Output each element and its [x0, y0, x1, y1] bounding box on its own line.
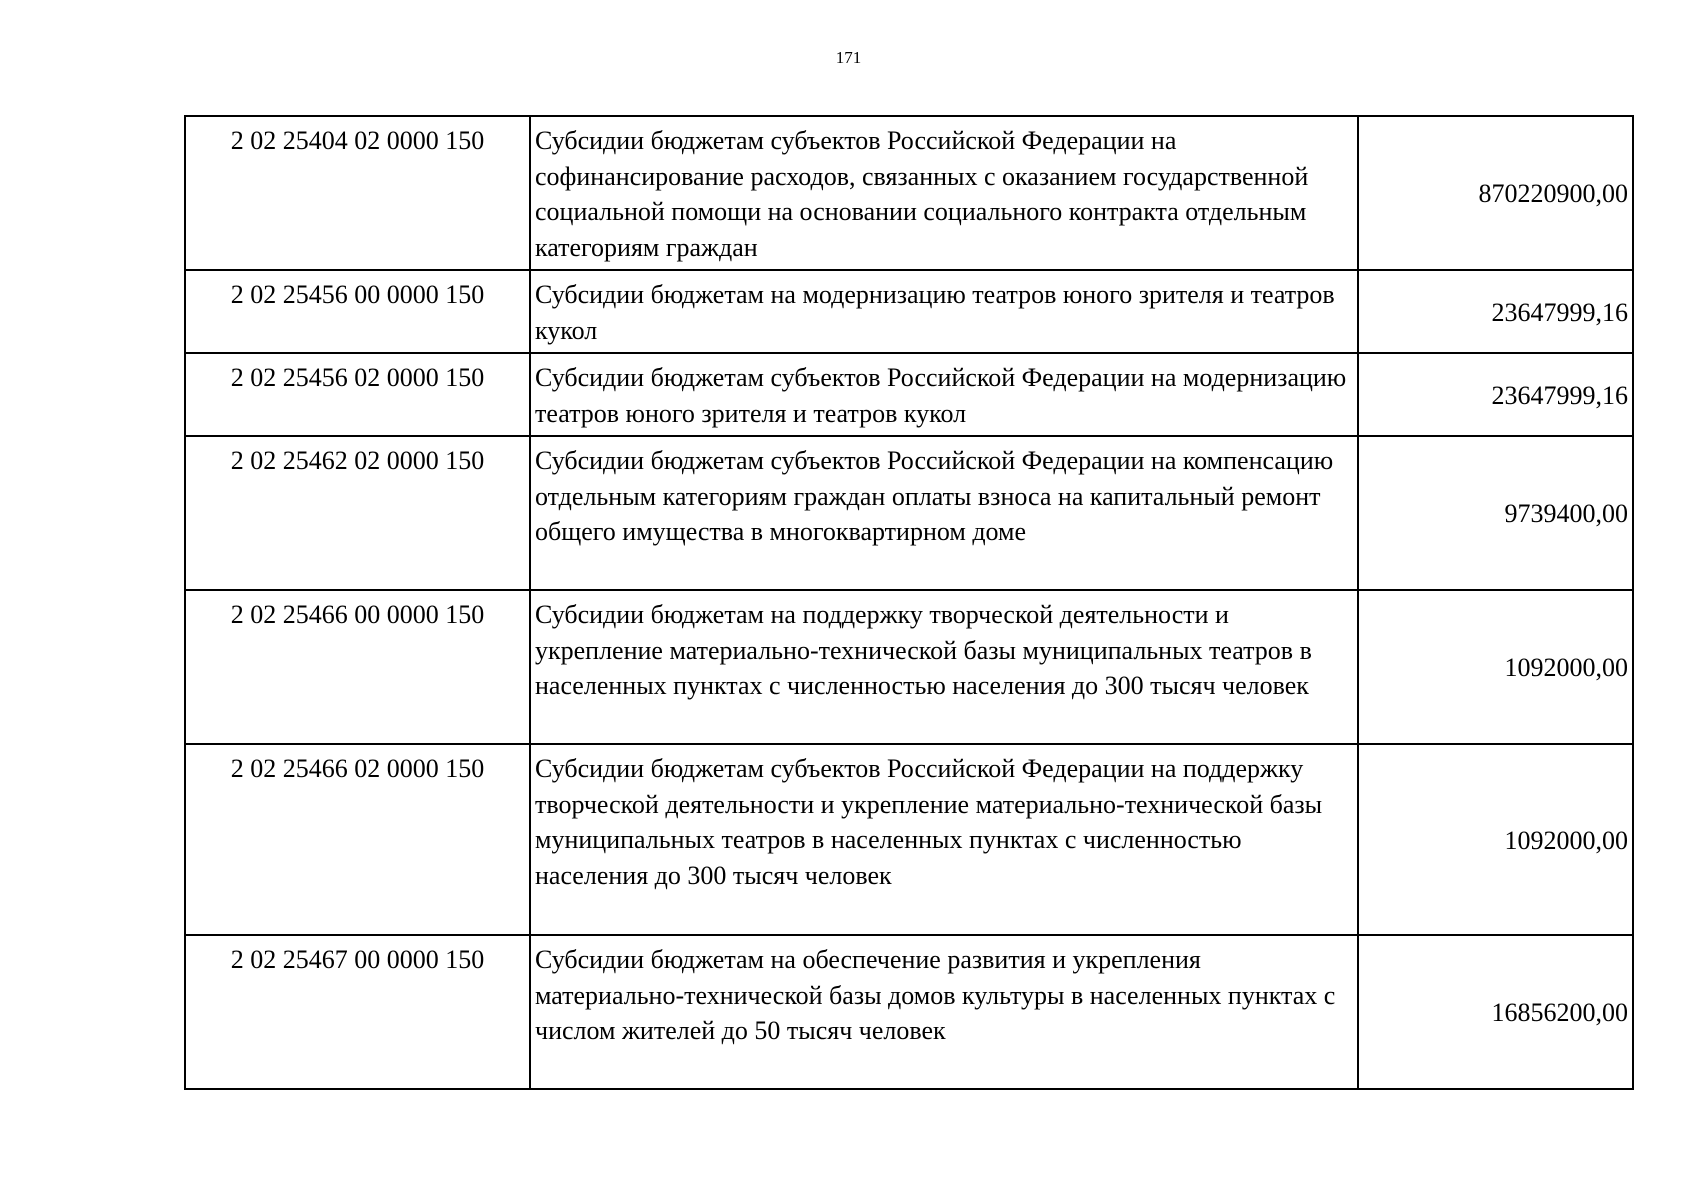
- table-row: [185, 270, 1633, 353]
- table-row: [185, 590, 1633, 744]
- revenue-name: Субсидии бюджетам субъектов Российской Федерации на поддержку творческой деятельности и укрепление материально-технической базы муниципальных театров в населенных пунктах с численностью населения до 300 тысяч человек: [530, 744, 1358, 935]
- classification-code: 2 02 25404 02 0000 150: [185, 116, 530, 270]
- budget-revenue-table: [184, 115, 1634, 1090]
- revenue-name: Субсидии бюджетам на обеспечение развития и укрепления материально-технической базы домов культуры в населенных пунктах с числом жителей до 50 тысяч человек: [530, 935, 1358, 1089]
- revenue-name: Субсидии бюджетам на модернизацию театров юного зрителя и театров кукол: [530, 270, 1358, 353]
- table-row: [185, 436, 1633, 590]
- amount: 1092000,00: [1358, 590, 1633, 744]
- page-number: 171: [835, 48, 862, 67]
- classification-code: 2 02 25456 00 0000 150: [185, 270, 530, 353]
- table-row: [185, 116, 1633, 270]
- classification-code: 2 02 25466 02 0000 150: [185, 744, 530, 935]
- revenue-name: Субсидии бюджетам субъектов Российской Федерации на компенсацию отдельным категориям граждан оплаты взноса на капитальный ремонт общего имущества в многоквартирном доме: [530, 436, 1358, 590]
- classification-code: 2 02 25456 02 0000 150: [185, 353, 530, 436]
- amount: 1092000,00: [1358, 744, 1633, 935]
- classification-code: 2 02 25466 00 0000 150: [185, 590, 530, 744]
- revenue-name: Субсидии бюджетам субъектов Российской Федерации на софинансирование расходов, связанных с оказанием государственной социальной помощи на основании социального контракта отдельным категориям граждан: [530, 116, 1358, 270]
- classification-code: 2 02 25462 02 0000 150: [185, 436, 530, 590]
- table-row: [185, 744, 1633, 935]
- revenue-name: Субсидии бюджетам на поддержку творческой деятельности и укрепление материально-технической базы муниципальных театров в населенных пунктах с численностью населения до 300 тысяч человек: [530, 590, 1358, 744]
- revenue-name: Субсидии бюджетам субъектов Российской Федерации на модернизацию театров юного зрителя и театров кукол: [530, 353, 1358, 436]
- amount: 23647999,16: [1358, 270, 1633, 353]
- amount: 16856200,00: [1358, 935, 1633, 1089]
- table-row: [185, 935, 1633, 1089]
- table-row: [185, 353, 1633, 436]
- amount: 870220900,00: [1358, 116, 1633, 270]
- amount: 9739400,00: [1358, 436, 1633, 590]
- classification-code: 2 02 25467 00 0000 150: [185, 935, 530, 1089]
- amount: 23647999,16: [1358, 353, 1633, 436]
